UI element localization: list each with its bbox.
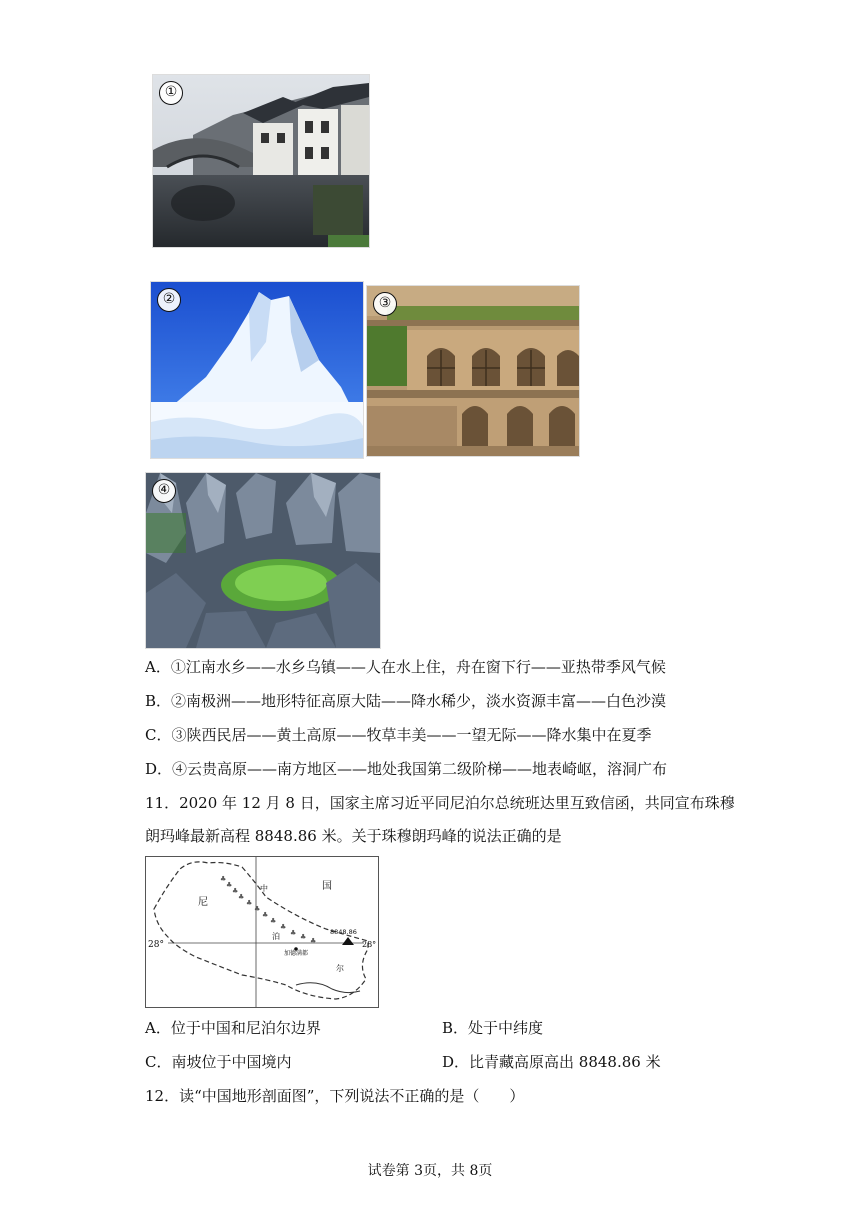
q10-option-c[interactable]: C．③陕西民居——黄土高原——牧草丰美——一望无际——降水集中在夏季	[145, 726, 652, 744]
page-footer: 试卷第 3页，共 8页	[367, 1163, 493, 1179]
q11-option-d[interactable]: D．比青藏高原高出 8848.86 米	[442, 1053, 661, 1071]
photo-4-badge: ④	[152, 479, 176, 503]
svg-text:♣: ♣	[270, 917, 277, 925]
photo-water-town	[152, 74, 370, 248]
photo-karst	[145, 472, 381, 649]
q11-option-a[interactable]: A．位于中国和尼泊尔边界	[145, 1019, 321, 1037]
svg-text:♣: ♣	[232, 887, 239, 895]
q11-stem-line-1: 11．2020 年 12 月 8 日，国家主席习近平同尼泊尔总统班达里互致信函，共同宣布珠穆	[145, 794, 735, 812]
q11-option-b[interactable]: B．处于中纬度	[442, 1019, 544, 1037]
svg-text:♣: ♣	[300, 933, 307, 941]
everest-map	[145, 856, 379, 1008]
photo-antarctica	[150, 281, 364, 459]
q10-option-a[interactable]: A．①江南水乡——水乡乌镇——人在水上住，舟在窗下行——亚热带季风气候	[145, 658, 666, 676]
map-lat-right: 28°	[362, 940, 377, 949]
photo-2-badge: ②	[157, 288, 181, 312]
peak-icon	[342, 937, 354, 945]
svg-text:♣: ♣	[254, 905, 261, 913]
stone-forest-illustration	[146, 473, 380, 648]
q10-option-b[interactable]: B．②南极洲——地形特征高原大陆——降水稀少，淡水资源丰富——白色沙漠	[145, 692, 667, 710]
q10-option-d[interactable]: D．④云贵高原——南方地区——地处我国第二级阶梯——地表崎岖，溶洞广布	[145, 760, 668, 778]
map-city-label: 加德满都	[284, 950, 309, 957]
q11-stem-line-2: 朗玛峰最新高程 8848.86 米。关于珠穆朗玛峰的说法正确的是	[145, 827, 562, 845]
q11-option-c[interactable]: C．南坡位于中国境内	[145, 1053, 292, 1071]
svg-text:♣: ♣	[290, 929, 297, 937]
map-label-bo: 泊	[272, 932, 280, 941]
photo-3-badge: ③	[373, 292, 397, 316]
q12-stem: 12．读“中国地形剖面图”，下列说法不正确的是（ ）	[145, 1087, 525, 1105]
map-label-guo: 国	[322, 881, 332, 892]
everest-map-svg	[146, 857, 378, 1007]
iceberg-illustration	[151, 282, 363, 458]
svg-text:♣: ♣	[226, 881, 233, 889]
map-peak-elevation: 8848.86	[330, 928, 357, 936]
water-town-illustration	[153, 75, 369, 247]
map-label-er: 尔	[336, 964, 344, 973]
svg-text:♣: ♣	[310, 937, 317, 945]
svg-text:♣: ♣	[238, 893, 245, 901]
map-lat-left: 28°	[148, 940, 164, 950]
cave-dwelling-illustration	[367, 286, 579, 456]
svg-text:♣: ♣	[280, 923, 287, 931]
photo-1-badge: ①	[159, 81, 183, 105]
map-label-ni: 尼	[198, 897, 208, 908]
svg-text:♣: ♣	[262, 911, 269, 919]
photo-cave-dwellings	[366, 285, 580, 457]
map-label-zhong: 中	[260, 884, 268, 893]
svg-text:♣: ♣	[220, 875, 227, 883]
svg-text:♣: ♣	[246, 899, 253, 907]
